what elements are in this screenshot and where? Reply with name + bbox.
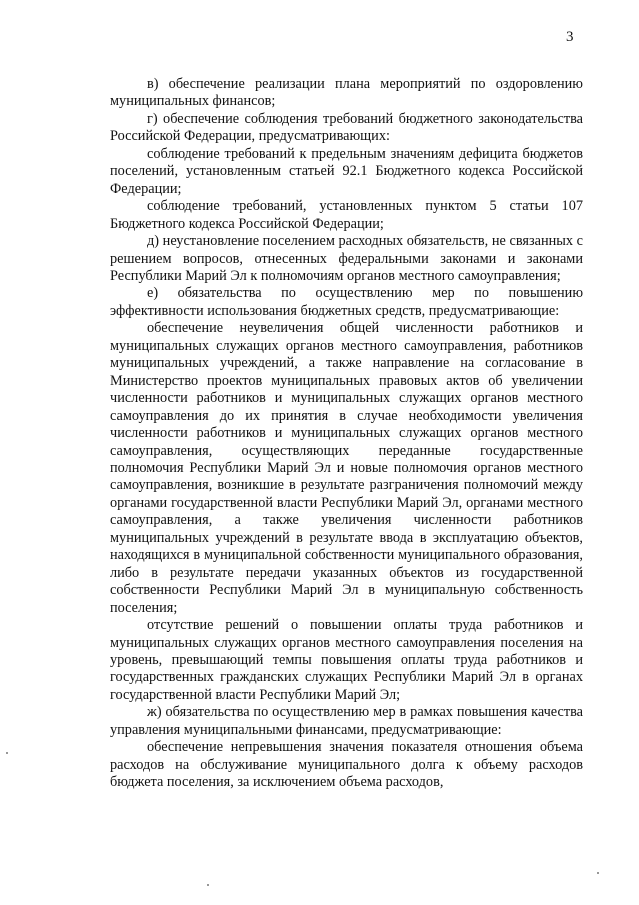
paragraph-deficit-requirements: соблюдение требований к предельным значениям дефицита бюджетов поселений, установленным статьей 92.1 Бюджетного кодекса Российской Федерации;: [110, 145, 583, 197]
page-number: 3: [566, 29, 574, 45]
paragraph-article-107: соблюдение требований, установленных пунктом 5 статьи 107 Бюджетного кодекса Российской Федерации;: [110, 198, 583, 232]
paragraph-v: в) обеспечение реализации плана мероприятий по оздоровлению муниципальных финансов;: [110, 76, 583, 110]
paragraph-g: г) обеспечение соблюдения требований бюджетного законодательства Российской Федерации, предусматривающих:: [110, 110, 583, 145]
paragraph-salary: отсутствие решений о повышении оплаты труда работников и муниципальных служащих органов местного самоуправления поселения на уровень, превышающий темпы повышения оплаты труда работников и государственных гражданских служащих Республики Марий Эл в органах государственной власти Республики Марий Эл;: [110, 617, 583, 703]
paragraph-staff-count: обеспечение неувеличения общей численности работников и муниципальных служащих органов местного самоуправления, работников муниципальных учреждений, а также направление на согласование в Министерство проектов муниципальных правовых актов об увеличении численности работников и муниципальных служащих органов местного самоуправления до их принятия в случае необходимости увеличения численности работников и муниципальных служащих органов местного самоуправления, осуществляющих переданные государственные полномочия Республики Марий Эл и новые полномочия органов местного самоуправления, возникшие в результате разграничения полномочий между органами государственной власти Республики Марий Эл, органами местного самоуправления, а также увеличения численности работников муниципальных учреждений в результате ввода в эксплуатацию объектов, находящихся в муниципальной собственности муниципального образования, либо в результате передачи указанных объектов из государственной собственности Республики Марий Эл в муниципальную собственность поселения;: [110, 320, 583, 616]
paragraph-zh: ж) обязательства по осуществлению мер в рамках повышения качества управления муниципальными финансами, предусматривающие:: [110, 704, 583, 738]
paragraph-e: е) обязательства по осуществлению мер по повышению эффективности использования бюджетных средств, предусматривающие:: [110, 285, 583, 319]
paragraph-debt-ratio: обеспечение непревышения значения показателя отношения объема расходов на обслуживание муниципального долга к объему расходов бюджета поселения, за исключением объема расходов,: [110, 739, 583, 791]
body-text: [110, 76, 583, 792]
paragraph-d: д) неустановление поселением расходных обязательств, не связанных с решением вопросов, отнесенных федеральными законами и законами Республики Марий Эл к полномочиям органов местного самоуправления;: [110, 233, 583, 284]
